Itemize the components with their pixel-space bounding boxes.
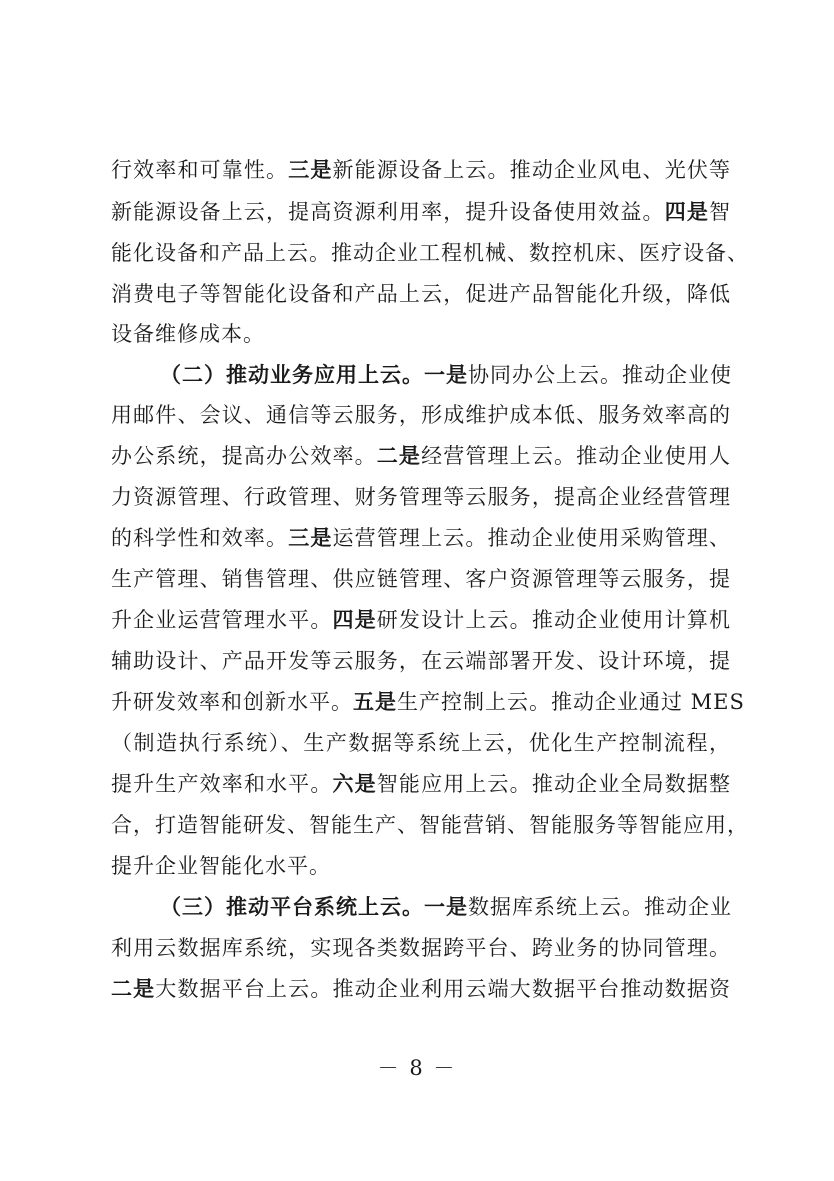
section-heading: （二）推动业务应用上云。 (160, 362, 424, 387)
text-run: 智能应用上云。推动企业全局数据整 (376, 772, 732, 796)
text-run: 运营管理上云。推动企业使用采购管理、 (332, 526, 732, 550)
text-line (111, 314, 731, 354)
text-line (111, 969, 731, 1009)
text-run: 设备维修成本。 (111, 322, 265, 346)
text-line (111, 805, 749, 845)
text-line (111, 518, 731, 558)
text-line (111, 846, 731, 886)
text-run: 智 (709, 200, 731, 224)
text-run: 新能源设备上云，提高资源利用率，提升设备使用效益。 (111, 200, 665, 224)
text-run: 协同办公上云。推动企业使 (468, 363, 732, 387)
text-run: 提升生产效率和水平。 (111, 772, 333, 796)
text-line (111, 233, 749, 273)
page-number: － 8 － (377, 1056, 457, 1080)
text-run-bold: 二是 (376, 443, 422, 468)
text-run: 研发设计上云。推动企业使用计算机 (376, 608, 732, 632)
text-run: 经营管理上云。推动企业使用人 (421, 444, 732, 468)
text-run-bold: 四是 (332, 607, 377, 632)
paragraph-heading-line (160, 355, 731, 395)
text-line (111, 436, 731, 476)
text-line (111, 477, 731, 517)
text-run: 数据库系统上云。推动企业 (468, 895, 732, 919)
text-run: 提升企业智能化水平。 (111, 854, 331, 878)
text-run: 新能源设备上云。推动企业风电、光伏等 (332, 158, 732, 182)
text-run: 合，打造智能研发、智能生产、智能营销、智能服务等智能应用， (111, 813, 749, 837)
text-line (111, 682, 745, 722)
text-run: 生产管理、销售管理、供应链管理、客户资源管理等云服务，提 (111, 567, 731, 591)
text-run: 的科学性和效率。 (111, 526, 289, 550)
paragraph-heading-line (160, 887, 731, 927)
text-run: 办公系统，提高办公效率。 (111, 444, 377, 468)
text-line (111, 600, 731, 640)
text-run-bold: 一是 (424, 894, 468, 919)
text-line (111, 723, 731, 763)
text-run: 消费电子等智能化设备和产品上云，促进产品智能化升级，降低 (111, 282, 731, 306)
text-line (111, 559, 731, 599)
text-line (111, 395, 731, 435)
text-run: 生产控制上云。推动企业通过 MES (397, 690, 745, 714)
text-run: 能化设备和产品上云。推动企业工程机械、数控机床、医疗设备、 (111, 241, 749, 265)
text-run: 辅助设计、产品开发等云服务，在云端部署开发、设计环境，提 (111, 649, 731, 673)
text-run: 利用云数据库系统，实现各类数据跨平台、跨业务的协同管理。 (111, 936, 731, 960)
text-line (111, 192, 731, 232)
text-run-bold: 六是 (332, 771, 377, 796)
section-heading: （三）推动平台系统上云。 (160, 894, 424, 919)
text-run: 用邮件、会议、通信等云服务，形成维护成本低、服务效率高的 (111, 403, 731, 427)
text-run: 大数据平台上云。推动企业利用云端大数据平台推动数据资 (155, 977, 731, 1001)
text-line (111, 764, 731, 804)
text-run: （制造执行系统）、生产数据等系统上云，优化生产控制流程， (111, 731, 731, 755)
text-run-bold: 三是 (288, 157, 333, 182)
text-run-bold: 三是 (288, 525, 333, 550)
text-line (111, 150, 731, 190)
text-run-bold: 一是 (424, 362, 468, 387)
text-run: 行效率和可靠性。 (111, 158, 289, 182)
text-run: 升企业运营管理水平。 (111, 608, 333, 632)
text-line (111, 274, 731, 314)
text-run-bold: 四是 (664, 199, 709, 224)
text-run: 升研发效率和创新水平。 (111, 690, 353, 714)
text-run: 力资源管理、行政管理、财务管理等云服务，提高企业经营管理 (111, 485, 731, 509)
text-line (111, 928, 731, 968)
text-line (111, 641, 731, 681)
text-run-bold: 五是 (353, 689, 397, 714)
text-run-bold: 二是 (111, 976, 156, 1001)
